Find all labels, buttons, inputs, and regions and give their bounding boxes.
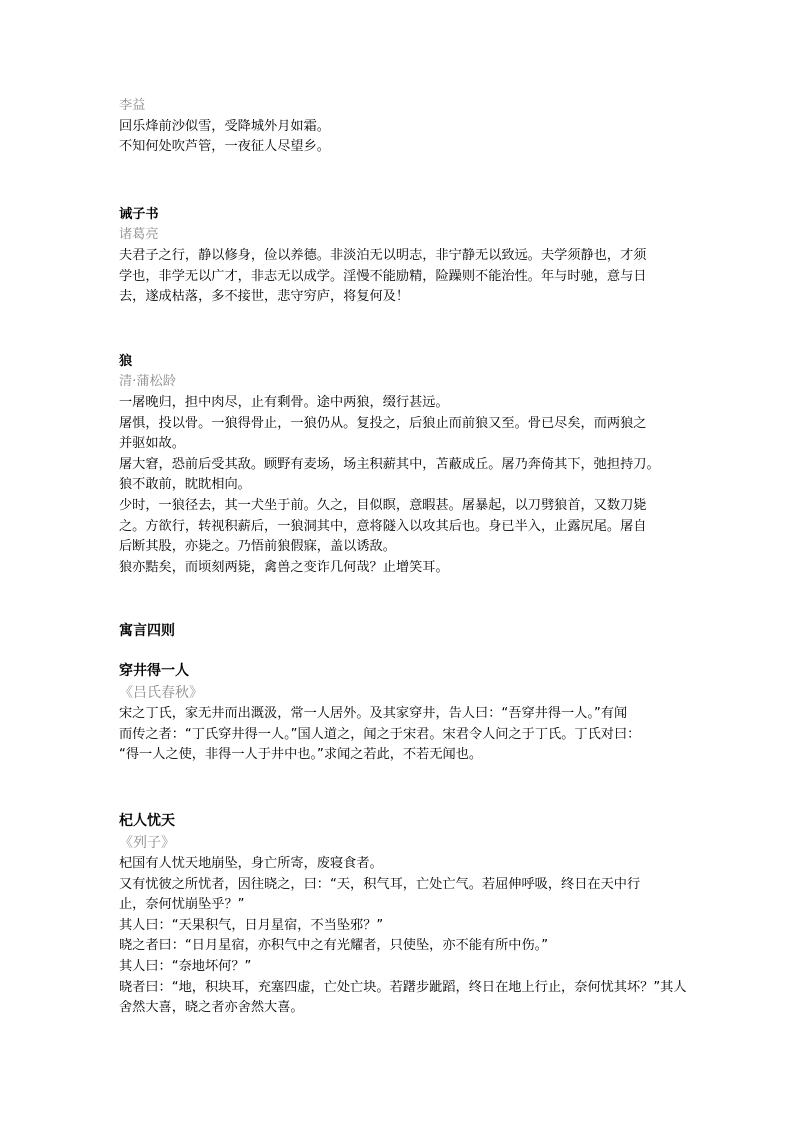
fable-well-source: 《吕氏春秋》 — [119, 685, 203, 702]
fable-qi-section — [119, 810, 687, 1019]
essay-title: 诫子书 — [119, 206, 159, 222]
wolf-line: 之。方欲行，转视积薪后，一狼洞其中，意将隧入以攻其后也。身已半入，止露尻尾。屠自 — [119, 518, 647, 534]
essay-line: 去，遂成枯落，多不接世，悲守穷庐，将复何及！ — [119, 289, 410, 305]
fable-qi-line: 又有忧彼之所忧者，因往晓之，曰：“天，积气耳，亡处亡气。若屈伸呼吸，终日在天中行 — [119, 876, 641, 892]
fable-qi-line: 止，奈何忧崩坠乎？” — [119, 897, 245, 913]
fable-qi-line: 杞国有人忧天地崩坠，身亡所寄，废寝食者。 — [119, 856, 383, 872]
document-page — [119, 96, 687, 1019]
wolf-line: 屠大窘，恐前后受其敌。顾野有麦场，场主积薪其中，苫蔽成丘。屠乃奔倚其下，弛担持刀。 — [119, 456, 660, 472]
wolf-line: 狼不敢前，眈眈相向。 — [119, 477, 251, 493]
essay-line: 夫君子之行，静以修身，俭以养德。非淡泊无以明志，非宁静无以致远。夫学须静也，才须 — [119, 247, 647, 263]
wolf-line: 狼亦黠矣，而顷刻两毙，禽兽之变诈几何哉？止增笑耳。 — [119, 559, 449, 575]
wolf-line: 少时，一狼径去，其一犬坐于前。久之，目似瞑，意暇甚。屠暴起，以刀劈狼首，又数刀毙 — [119, 497, 647, 513]
fable-qi-line: 其人曰：“奈地坏何？” — [119, 959, 252, 975]
fable-well-section — [119, 660, 679, 766]
poem-section — [119, 96, 679, 158]
fable-qi-line: 其人曰：“天果积气，日月星宿，不当坠邪？” — [119, 917, 384, 933]
fable-qi-title: 杞人忧天 — [119, 813, 175, 830]
wolf-line: 后断其股，亦毙之。乃悟前狼假寐，盖以诱敌。 — [119, 539, 396, 555]
fable-well-line: 宋之丁氏，家无井而出溉汲，常一人居外。及其家穿井，告人曰：“吾穿井得一人。”有闻 — [119, 706, 628, 722]
essay-author: 诸葛亮 — [119, 227, 159, 243]
poem-line: 回乐烽前沙似雪，受降城外月如霜。 — [119, 118, 330, 134]
fable-qi-line: 舍然大喜，晓之者亦舍然大喜。 — [119, 1000, 304, 1016]
fable-well-title: 穿井得一人 — [119, 663, 189, 680]
wolf-author: 清·蒲松龄 — [119, 374, 176, 390]
fable-qi-source: 《列子》 — [119, 835, 175, 852]
essay-section — [119, 205, 679, 308]
fable-well-line: 而传之者：“丁氏穿井得一人。”国人道之，闻之于宋君。宋君令人问之于丁氏。丁氏对曰： — [119, 726, 641, 742]
wolf-line: 一屠晚归，担中肉尽，止有剩骨。途中两狼，缀行甚远。 — [119, 394, 449, 410]
essay-line: 学也，非学无以广才，非志无以成学。淫慢不能励精，险躁则不能治性。年与时驰，意与日 — [119, 268, 647, 284]
fable-qi-line: 晓之者曰：“日月星宿，亦积气中之有光耀者，只使坠，亦不能有所中伤。” — [119, 938, 549, 954]
fable-qi-line: 晓者曰：“地，积块耳，充塞四虚，亡处亡块。若躇步跐蹈，终日在地上行止，奈何忧其坏？”其人 — [119, 979, 687, 995]
poem-author: 李益 — [119, 98, 146, 113]
wolf-line: 屠惧，投以骨。一狼得骨止，一狼仍从。复投之，后狼止而前狼又至。骨已尽矣，而两狼之 — [119, 415, 647, 431]
fables-heading: 寓言四则 — [119, 623, 175, 640]
fable-well-line: “得一人之使，非得一人于井中也。”求闻之若此，不若无闻也。 — [119, 747, 483, 763]
wolf-section — [119, 352, 679, 579]
wolf-title: 狼 — [119, 353, 133, 369]
poem-line: 不知何处吹芦管，一夜征人尽望乡。 — [119, 139, 330, 155]
wolf-line: 并驱如故。 — [119, 436, 185, 452]
